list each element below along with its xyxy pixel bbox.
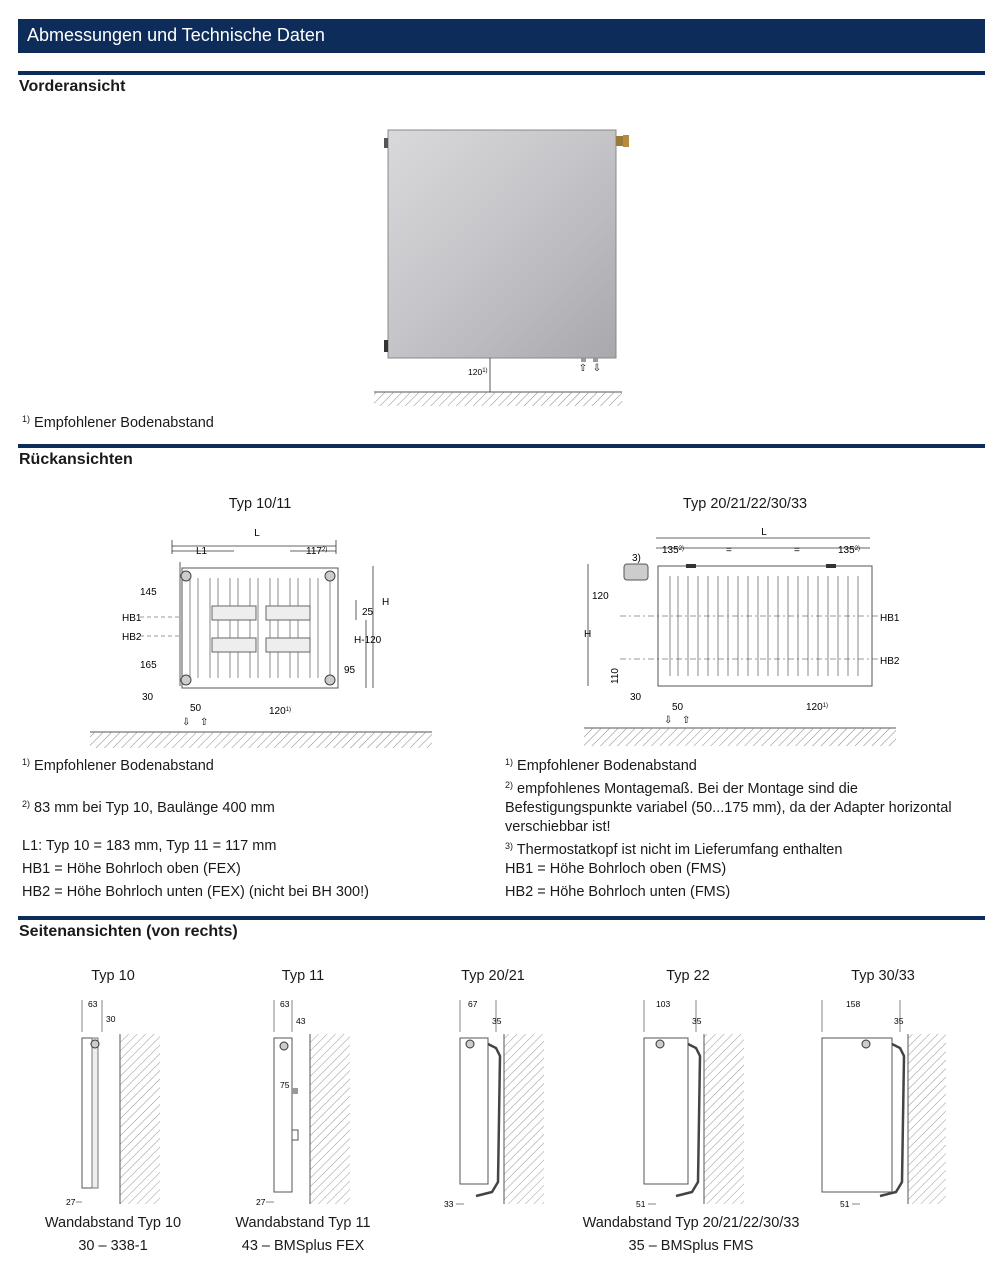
- side-bottom-label: 51: [840, 1199, 850, 1209]
- side-type-label: Typ 22: [666, 968, 710, 984]
- rear-right-drawing: [580, 520, 900, 752]
- rear-right-note-2: $^{2)}$ empfohlenes Montagemaß. Bei der Montage sind die Befestigungspunkte variabel (50...175 mm), da der Adapter horizontal verschiebbar ist!: [505, 780, 952, 835]
- return-arrow: ⇩: [592, 363, 602, 374]
- thermostat-valve: [616, 135, 629, 147]
- rear-right-HB2: HB2: [880, 656, 900, 667]
- side-bottom-label: 27: [66, 1197, 76, 1207]
- rear-left-165: 165: [140, 660, 157, 671]
- rear-right-50: 50: [672, 702, 684, 713]
- rear-right-L: L: [761, 527, 767, 538]
- floor-hatch: [374, 392, 622, 406]
- side-view-drawing: [440, 992, 550, 1212]
- front-view-drawing: [360, 120, 640, 410]
- front-view-title: Vorderansicht: [19, 78, 126, 95]
- side-depth-label: 63: [280, 999, 290, 1009]
- rear-left-floor: [90, 732, 432, 748]
- rear-right-135b: 135$^{2)}$: [838, 545, 861, 556]
- rear-left-dim-lines: [356, 566, 373, 688]
- rear-views-title: Rückansichten: [19, 451, 133, 468]
- rear-right-3: 3): [632, 553, 641, 564]
- rear-right-floor: [584, 728, 896, 746]
- rear-right-120: 120: [592, 591, 609, 602]
- rear-right-eq2: =: [794, 545, 800, 556]
- rear-right-return-arrow: ⇩: [664, 715, 673, 726]
- side-type-label: Typ 20/21: [461, 968, 525, 984]
- rear-left-note-l1: L1: Typ 10 = 183 mm, Typ 11 = 117 mm: [22, 838, 277, 854]
- rear-right-type-label: Typ 20/21/22/30/33: [682, 496, 808, 512]
- side-type-label: Typ 10: [91, 968, 135, 984]
- rear-left-H120: H-120: [354, 635, 382, 646]
- rear-right-30: 30: [630, 692, 642, 703]
- rear-right-110: 110: [610, 668, 621, 684]
- side-caption-typ20-33: [540, 1212, 842, 1258]
- supply-arrow: ⇧: [578, 363, 588, 374]
- side-depth-label: 158: [846, 999, 861, 1009]
- caption-line2: 35 – BMSplus FMS: [628, 1238, 754, 1254]
- rear-right-note-1: $^{1)}$ Empfohlener Bodenabstand: [505, 757, 697, 774]
- rear-left-120: 120$^{1)}$: [269, 706, 292, 717]
- caption-line2: 43 – BMSplus FEX: [241, 1238, 365, 1254]
- side-view-drawing: [630, 992, 750, 1212]
- rear-left-drawing: [86, 520, 436, 752]
- side-depth-label: 103: [656, 999, 671, 1009]
- rear-left-HB2: HB2: [122, 632, 142, 643]
- side-gap-label: 35: [492, 1016, 502, 1026]
- left-fitting: [384, 138, 388, 148]
- left-bottom-fitting: [384, 340, 388, 352]
- caption-line1: Wandabstand Typ 20/21/22/30/33: [582, 1215, 800, 1231]
- radiator-outline-right: [658, 566, 872, 686]
- header-bar: [18, 19, 985, 53]
- side-type-label: Typ 11: [281, 968, 325, 984]
- side-bottom-label: 27: [256, 1197, 266, 1207]
- side-gap-label: 35: [692, 1016, 702, 1026]
- rear-right-H: H: [584, 629, 592, 640]
- rear-left-supply-arrow: ⇧: [200, 717, 209, 728]
- side-bottom-label: 33: [444, 1199, 454, 1209]
- side-depth-label: 67: [468, 999, 478, 1009]
- rear-left-return-arrow: ⇩: [182, 717, 191, 728]
- thermostat-head: [624, 564, 648, 580]
- caption-line1: Wandabstand Typ 11: [235, 1215, 371, 1231]
- side-gap-label: 35: [894, 1016, 904, 1026]
- side-view-drawing: [250, 992, 360, 1212]
- side-type-label: Typ 30/33: [851, 968, 915, 984]
- rear-left-95: 95: [344, 665, 356, 676]
- rear-left-note-2: $^{2)}$ 83 mm bei Typ 10, Baulänge 400 mm: [22, 799, 275, 816]
- rear-left-25: 25: [362, 607, 374, 618]
- rear-right-eq1: =: [726, 545, 732, 556]
- rear-right-135a: 135$^{2)}$: [662, 545, 685, 556]
- rear-left-145: 145: [140, 587, 157, 598]
- rear-right-supply-arrow: ⇧: [682, 715, 691, 726]
- front-dim-120: 120$^{1)}$: [468, 367, 488, 377]
- radiator-outline: [182, 568, 338, 688]
- radiator-panel: [388, 130, 616, 358]
- side-caption-typ11: [202, 1212, 404, 1258]
- side-gap-label: 30: [106, 1014, 116, 1024]
- rear-left-117: 117$^{2)}$: [306, 546, 328, 557]
- side-view-drawing: [810, 992, 950, 1212]
- rear-left-50: 50: [190, 703, 202, 714]
- section-rule: [18, 71, 985, 75]
- section-rule: [18, 444, 985, 448]
- side-mid-label: 75: [280, 1080, 290, 1090]
- side-caption-typ10: [12, 1212, 214, 1258]
- rear-left-H: H: [382, 597, 390, 608]
- rear-left-L: L: [254, 528, 260, 539]
- section-rule: [18, 916, 985, 920]
- rear-left-type-label: Typ 10/11: [228, 496, 292, 512]
- rear-right-note-3: $^{3)}$ Thermostatkopf ist nicht im Lieferumfang enthalten: [505, 841, 843, 858]
- side-depth-label: 63: [88, 999, 98, 1009]
- rear-left-note-hb1: HB1 = Höhe Bohrloch oben (FEX): [22, 861, 241, 877]
- rear-right-120b: 120$^{1)}$: [806, 702, 829, 713]
- side-gap-label: 43: [296, 1016, 306, 1026]
- rear-left-note-hb2: HB2 = Höhe Bohrloch unten (FEX) (nicht bei BH 300!): [22, 884, 369, 900]
- rear-right-note-hb2: HB2 = Höhe Bohrloch unten (FMS): [505, 884, 731, 900]
- header-title: Abmessungen und Technische Daten: [27, 25, 325, 45]
- rear-left-30: 30: [142, 692, 154, 703]
- front-footnote: $^{1)}$ Empfohlener Bodenabstand: [22, 414, 214, 431]
- caption-line1: Wandabstand Typ 10: [44, 1215, 182, 1231]
- side-view-drawing: [60, 992, 170, 1212]
- side-views-title: Seitenansichten (von rechts): [19, 923, 238, 940]
- rear-left-HB1: HB1: [122, 613, 142, 624]
- side-bottom-label: 51: [636, 1199, 646, 1209]
- rear-right-HB1: HB1: [880, 613, 900, 624]
- rear-left-note-1: $^{1)}$ Empfohlener Bodenabstand: [22, 757, 214, 774]
- rear-left-L1: L1: [196, 546, 208, 557]
- caption-line2: 30 – 338-1: [78, 1238, 148, 1254]
- rear-right-note-hb1: HB1 = Höhe Bohrloch oben (FMS): [505, 861, 727, 877]
